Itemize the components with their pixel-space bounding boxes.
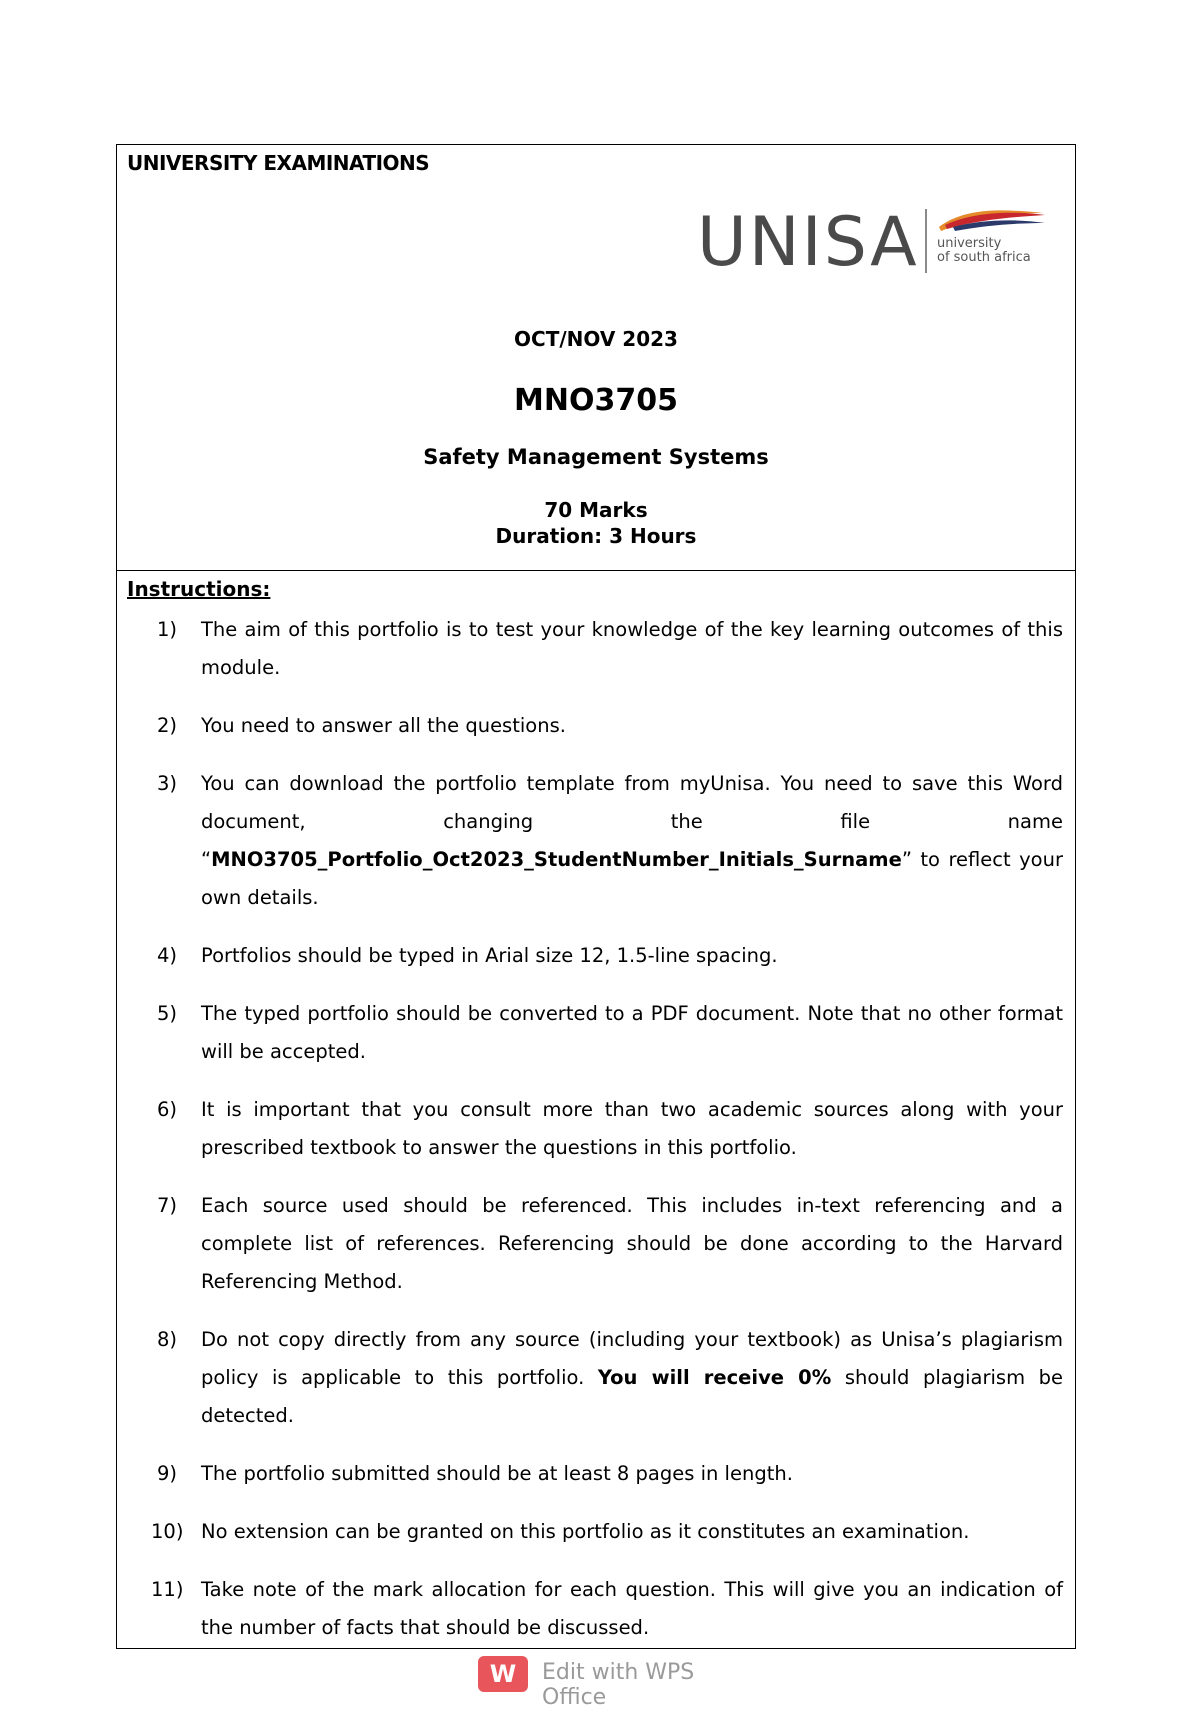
list-item [117,611,1075,687]
item-text: The portfolio submitted should be at least 8 pages in length. [201,1462,793,1485]
item-number: 3) [157,772,178,795]
item-number: 4) [157,944,178,967]
item-text: No extension can be granted on this portfolio as it constitutes an examination. [201,1520,970,1543]
item-number: 1) [157,618,178,641]
item-text-continued: should plagiarism be detected. [201,1366,1063,1427]
item-text: The aim of this portfolio is to test your knowledge of the key learning outcomes of this module. [201,618,1063,679]
item-number: 5) [157,1002,178,1025]
list-item [117,707,1075,745]
list-item [117,765,1075,917]
wps-logo-icon: W [478,1656,528,1692]
wps-edit-label: Edit with WPS Office [542,1660,695,1710]
item-text: Each source used should be referenced. This includes in-text referencing and a complete list of references. Referencing should be done according to the Harvard Referencing Method. [201,1194,1063,1293]
item-text: You need to answer all the questions. [201,714,566,737]
item-number: 6) [157,1098,178,1121]
list-item [117,937,1075,975]
list-item [117,995,1075,1071]
university-examinations-label: UNIVERSITY EXAMINATIONS [127,151,430,175]
logo-wordmark: UNISA [697,203,919,282]
item-text-continued: ” to reflect your own details. [201,848,1063,909]
list-item [117,1091,1075,1167]
list-item [117,1571,1075,1647]
item-text: It is important that you consult more than two academic sources along with your prescribed textbook to answer the questions in this portfolio. [201,1098,1063,1159]
item-text: Take note of the mark allocation for each question. This will give you an indication of the number of facts that should be discussed. [201,1578,1063,1639]
header-cell [117,145,1075,571]
item-text: Portfolios should be typed in Arial size 12, 1.5-line spacing. [201,944,778,967]
duration: Duration: 3 Hours [495,524,697,548]
item-text: You can download the portfolio template from myUnisa. You need to save this Word document, changing the file name “ [201,772,1063,871]
logo-tagline-line1: university [937,236,1002,251]
item-number: 2) [157,714,178,737]
logo-divider [925,209,927,273]
module-title: Safety Management Systems [423,445,769,469]
item-text: Do not copy directly from any source (including your textbook) as Unisa’s plagiarism policy is applicable to this portfolio. [201,1328,1063,1389]
instructions-heading: Instructions: [127,577,271,601]
plagiarism-warning: You will receive 0% [597,1366,832,1389]
item-number: 11) [151,1578,184,1601]
flag-swoosh-icon [935,205,1047,235]
item-number: 7) [157,1194,178,1217]
total-marks: 70 Marks [544,498,648,522]
wps-watermark[interactable] [478,1656,758,1710]
item-number: 10) [151,1520,184,1543]
list-item [117,1187,1075,1301]
item-number: 8) [157,1328,178,1351]
item-text: The typed portfolio should be converted to a PDF document. Note that no other format will be accepted. [201,1002,1063,1063]
marks-duration [117,497,1075,549]
logo-tagline-line2: of south africa [937,250,1031,265]
logo-tagline [937,237,1031,265]
instructions-list [117,611,1075,1667]
unisa-logo [697,203,1047,283]
file-name-format: MNO3705_Portfolio_Oct2023_StudentNumber_Initials_Surname [211,848,902,871]
list-item [117,1455,1075,1493]
list-item [117,1513,1075,1551]
item-number: 9) [157,1462,178,1485]
module-code: MNO3705 [514,383,678,418]
exam-session: OCT/NOV 2023 [514,327,678,351]
list-item [117,1321,1075,1435]
exam-frame [116,144,1076,1649]
